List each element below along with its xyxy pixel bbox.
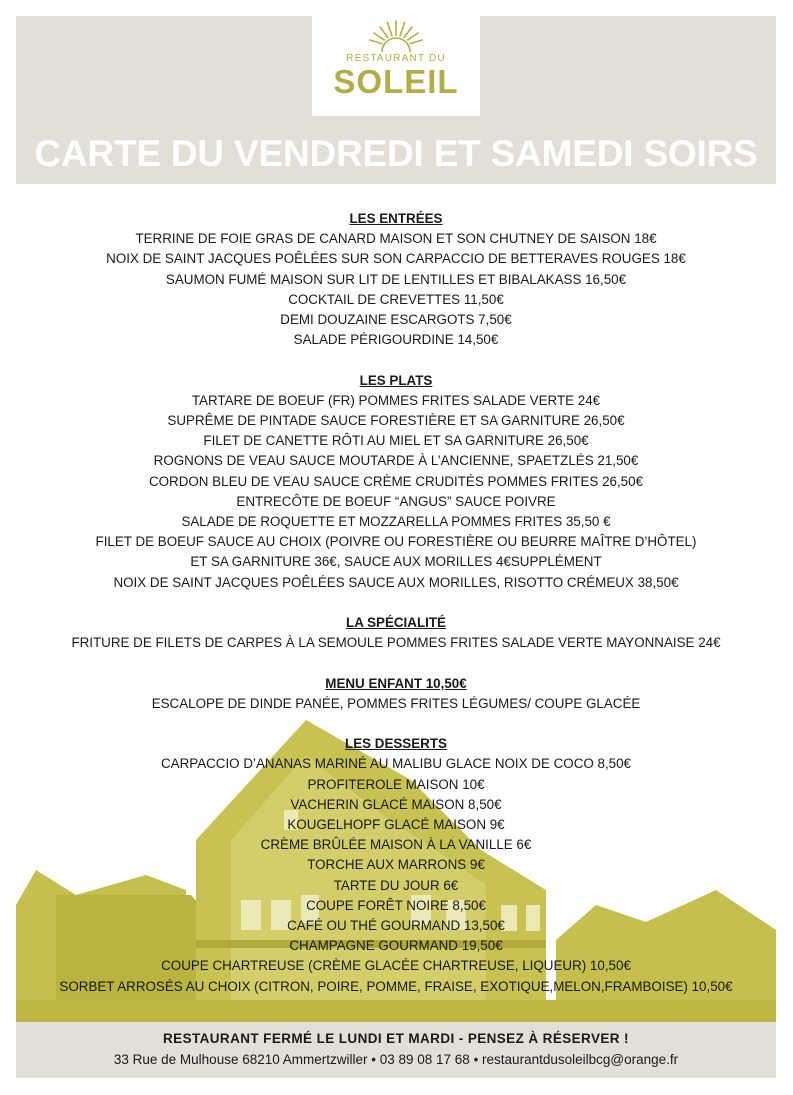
menu-item: DEMI DOUZAINE ESCARGOTS 7,50€ <box>280 312 512 328</box>
section-title: LES ENTRÉES <box>349 211 443 226</box>
menu-item: FILET DE BOEUF SAUCE AU CHOIX (POIVRE OU FORESTIÈRE OU BEURRE MAÎTRE D’HÔTEL) <box>95 534 697 550</box>
page-title: CARTE DU VENDREDI ET SAMEDI SOIRS <box>34 133 758 174</box>
section-title: LA SPÉCIALITÉ <box>346 615 446 631</box>
menu-item: TARTE DU JOUR 6€ <box>333 877 459 893</box>
menu-item: KOUGELHOPF GLACÉ MAISON 9€ <box>287 817 505 833</box>
menu-item: VACHERIN GLACÉ MAISON 8,50€ <box>290 796 502 812</box>
menu-item: NOIX DE SAINT JACQUES POÊLÉES SAUCE AUX MORILLES, RISOTTO CRÉMEUX 38,50€ <box>113 574 679 590</box>
sun-icon <box>366 18 426 52</box>
menu-item: CARPACCIO D’ANANAS MARINÉ AU MALIBU GLACE NOIX DE COCO 8,50€ <box>160 756 632 772</box>
section-plats <box>16 371 776 593</box>
section-desserts <box>16 734 776 997</box>
menu-item: SAUMON FUMÉ MAISON SUR LIT DE LENTILLES ET BIBALAKASS 16,50€ <box>165 271 627 287</box>
menu-item: SALADE PÉRIGOURDINE 14,50€ <box>293 332 499 348</box>
menu-item: COUPE FORÊT NOIRE 8,50€ <box>306 897 486 913</box>
menu-item: TERRINE DE FOIE GRAS DE CANARD MAISON ET SON CHUTNEY DE SAISON 18€ <box>135 231 657 247</box>
menu-item: SUPRÊME DE PINTADE SAUCE FORESTIÈRE ET SA GARNITURE 26,50€ <box>167 413 625 429</box>
menu-item: ENTRECÔTE DE BOEUF “ANGUS” SAUCE POIVRE <box>236 493 556 509</box>
restaurant-logo <box>312 16 480 116</box>
section-title: LES DESSERTS <box>345 736 447 752</box>
menu-item: COUPE CHARTREUSE (CRÈME GLACÉE CHARTREUSE, LIQUEUR) 10,50€ <box>161 958 631 974</box>
menu-item: SALADE DE ROQUETTE ET MOZZARELLA POMMES FRITES 35,50 € <box>181 514 611 530</box>
logo-title: SOLEIL <box>333 63 459 100</box>
menu-item: CHAMPAGNE GOURMAND 19,50€ <box>289 938 503 954</box>
section-title: MENU ENFANT 10,50€ <box>325 675 467 691</box>
closing-days-notice: RESTAURANT FERMÉ LE LUNDI ET MARDI - PENSEZ À RÉSERVER ! <box>163 1031 629 1046</box>
menu-item: COCKTAIL DE CREVETTES 11,50€ <box>288 291 504 307</box>
menu-item: ESCALOPE DE DINDE PANÉE, POMMES FRITES LÉGUMES/ COUPE GLACÉE <box>151 695 641 711</box>
section-entrees <box>16 209 776 350</box>
menu-item: FILET DE CANETTE RÔTI AU MIEL ET SA GARNITURE 26,50€ <box>203 433 589 449</box>
menu-list <box>16 209 776 1017</box>
footer-band <box>16 1022 776 1078</box>
menu-item: FRITURE DE FILETS DE CARPES À LA SEMOULE POMMES FRITES SALADE VERTE MAYONNAISE 24€ <box>71 635 721 651</box>
section-enfant <box>16 674 776 714</box>
menu-item: TARTARE DE BOEUF (FR) POMMES FRITES SALADE VERTE 24€ <box>191 392 601 408</box>
menu-item: SORBET ARROSÉS AU CHOIX (CITRON, POIRE, POMME, FRAISE, EXOTIQUE,MELON,FRAMBOISE) 10,50€ <box>59 978 733 994</box>
menu-item: CORDON BLEU DE VEAU SAUCE CRÈME CRUDITÉS POMMES FRITES 26,50€ <box>148 473 644 489</box>
menu-item: TORCHE AUX MARRONS 9€ <box>307 857 485 873</box>
menu-item: ET SA GARNITURE 36€, SAUCE AUX MORILLES 4€SUPPLÉMENT <box>190 554 602 570</box>
menu-item: CAFÉ OU THÉ GOURMAND 13,50€ <box>287 918 505 934</box>
menu-item: NOIX DE SAINT JACQUES POÊLÉES SUR SON CARPACCIO DE BETTERAVES ROUGES 18€ <box>106 251 686 267</box>
section-specialite <box>16 613 776 653</box>
logo-subtitle: RESTAURANT DU <box>346 53 446 64</box>
menu-item: PROFITEROLE MAISON 10€ <box>307 776 485 792</box>
menu-item: ROGNONS DE VEAU SAUCE MOUTARDE À L’ANCIENNE, SPAETZLÉS 21,50€ <box>153 453 639 469</box>
menu-item: CRÈME BRÛLÉE MAISON À LA VANILLE 6€ <box>260 837 532 853</box>
section-title: LES PLATS <box>359 372 433 388</box>
contact-info: 33 Rue de Mulhouse 68210 Ammertzwiller • 03 89 08 17 68 • restaurantdusoleilbcg@orange.fr <box>113 1052 679 1067</box>
